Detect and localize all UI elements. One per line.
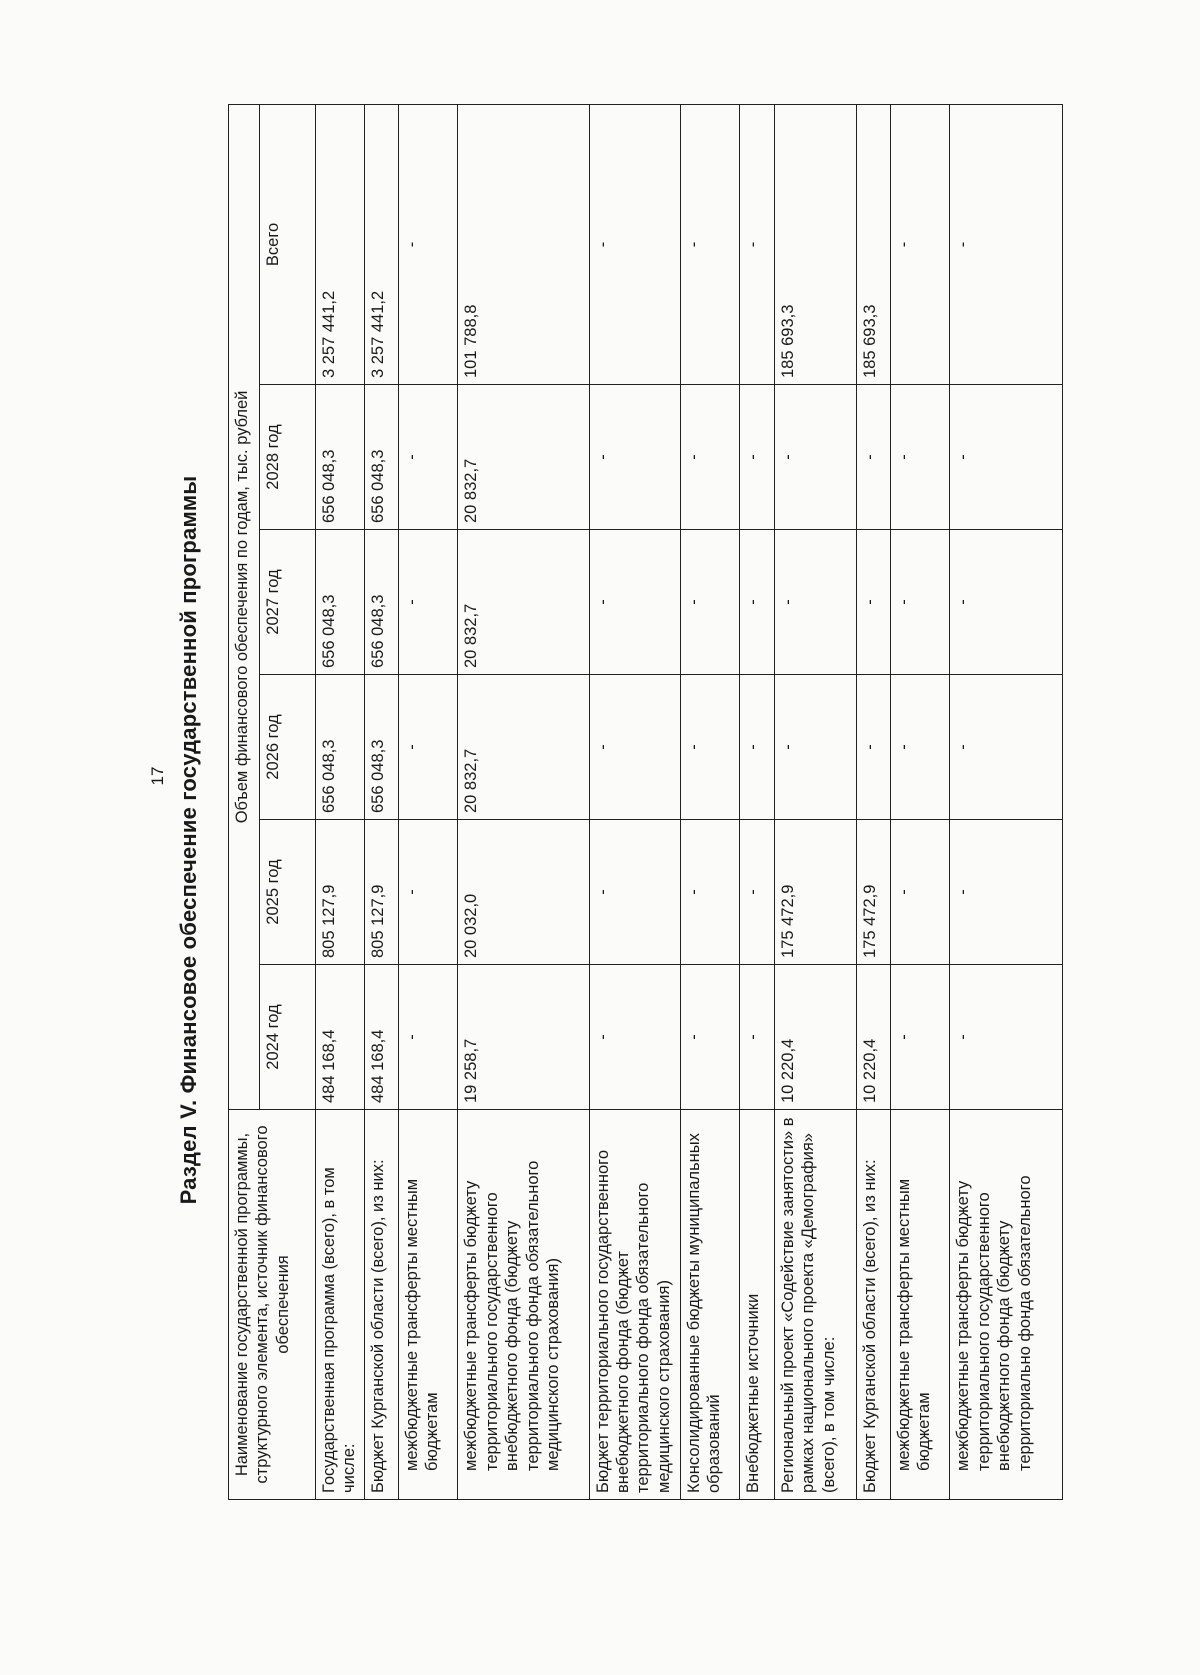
cell-total: 3 257 441,2 — [365, 104, 399, 384]
table-row — [680, 104, 739, 1499]
cell-2027: - — [398, 530, 457, 675]
financing-table — [228, 104, 1063, 1500]
cell-2025: 175 472,9 — [856, 820, 890, 965]
cell-2024: 484 168,4 — [316, 965, 365, 1110]
table-row — [589, 104, 680, 1499]
cell-2026: - — [740, 675, 775, 820]
row-name: Бюджет территориального государственного внебюджетного фонда (бюджет территориального фонда обязательного медицинского страхования) — [589, 1110, 680, 1500]
cell-2026: - — [950, 675, 1063, 820]
table-row — [950, 104, 1063, 1499]
cell-2026: 20 832,7 — [458, 675, 589, 820]
cell-2025: 805 127,9 — [316, 820, 365, 965]
cell-2025: - — [680, 820, 739, 965]
row-name: Внебюджетные источники — [740, 1110, 775, 1500]
cell-2025: 20 032,0 — [458, 820, 589, 965]
cell-2026: - — [680, 675, 739, 820]
cell-2024: - — [890, 965, 949, 1110]
cell-2027: - — [740, 530, 775, 675]
header-year-2025: 2025 год — [260, 820, 316, 965]
cell-2024: 10 220,4 — [774, 965, 856, 1110]
cell-2026: - — [398, 675, 457, 820]
cell-total: - — [398, 104, 457, 384]
cell-2024: - — [589, 965, 680, 1110]
table-row — [890, 104, 949, 1499]
cell-2028: 20 832,7 — [458, 385, 589, 530]
row-name: межбюджетные трансферты бюджету территориального государственного внебюджетного фонда (бюджету территориально фонда обязательного — [950, 1110, 1063, 1500]
cell-2024: 10 220,4 — [856, 965, 890, 1110]
cell-total: 185 693,3 — [856, 104, 890, 384]
cell-2027: - — [856, 530, 890, 675]
cell-2024: - — [740, 965, 775, 1110]
cell-2025: 175 472,9 — [774, 820, 856, 965]
cell-2025: 805 127,9 — [365, 820, 399, 965]
cell-2024: - — [950, 965, 1063, 1110]
header-year-2026: 2026 год — [260, 675, 316, 820]
cell-2025: - — [890, 820, 949, 965]
cell-total: - — [890, 104, 949, 384]
row-name: Бюджет Курганской области (всего), из них: — [365, 1110, 399, 1500]
cell-2028: - — [589, 385, 680, 530]
cell-total: - — [740, 104, 775, 384]
cell-total: 185 693,3 — [774, 104, 856, 384]
cell-2027: 656 048,3 — [316, 530, 365, 675]
cell-2028: - — [856, 385, 890, 530]
cell-2027: - — [589, 530, 680, 675]
cell-2024: - — [680, 965, 739, 1110]
table-row — [740, 104, 775, 1499]
header-total: Всего — [260, 104, 316, 384]
cell-2028: - — [950, 385, 1063, 530]
cell-total: - — [680, 104, 739, 384]
header-year-2028: 2028 год — [260, 385, 316, 530]
table-row — [774, 104, 856, 1499]
cell-2028: 656 048,3 — [365, 385, 399, 530]
row-name: межбюджетные трансферты местным бюджетам — [890, 1110, 949, 1500]
cell-2026: 656 048,3 — [365, 675, 399, 820]
row-name: Консолидированные бюджеты муниципальных образований — [680, 1110, 739, 1500]
cell-2027: 656 048,3 — [365, 530, 399, 675]
cell-2027: 20 832,7 — [458, 530, 589, 675]
row-name: межбюджетные трансферты местным бюджетам — [398, 1110, 457, 1500]
header-name: Наименование государственной программы, структурного элемента, источник финансового обеспечения — [229, 1110, 316, 1500]
table-row — [316, 104, 365, 1499]
cell-2025: - — [589, 820, 680, 965]
cell-2028: - — [398, 385, 457, 530]
cell-2028: - — [740, 385, 775, 530]
cell-2026: 656 048,3 — [316, 675, 365, 820]
row-name: Государственная программа (всего), в том числе: — [316, 1110, 365, 1500]
cell-2027: - — [774, 530, 856, 675]
cell-2026: - — [774, 675, 856, 820]
page-number: 17 — [148, 766, 167, 786]
cell-2025: - — [740, 820, 775, 965]
cell-2028: - — [680, 385, 739, 530]
header-year-2024: 2024 год — [260, 965, 316, 1110]
cell-total: - — [589, 104, 680, 384]
cell-2027: - — [950, 530, 1063, 675]
section-title: Раздел V. Финансовое обеспечение государственной программы — [176, 475, 201, 1205]
cell-2028: 656 048,3 — [316, 385, 365, 530]
cell-2024: 19 258,7 — [458, 965, 589, 1110]
header-group: Объем финансового обеспечения по годам, тыс. рублей — [229, 104, 260, 1109]
cell-2024: - — [398, 965, 457, 1110]
cell-total: - — [950, 104, 1063, 384]
cell-total: 3 257 441,2 — [316, 104, 365, 384]
table-row — [398, 104, 457, 1499]
table-row — [365, 104, 399, 1499]
cell-2027: - — [890, 530, 949, 675]
row-name: Региональный проект «Содействие занятости» в рамках национального проекта «Демография» (всего), в том числе: — [774, 1110, 856, 1500]
cell-2026: - — [856, 675, 890, 820]
row-name: Бюджет Курганской области (всего), из них: — [856, 1110, 890, 1500]
cell-2025: - — [398, 820, 457, 965]
cell-2026: - — [589, 675, 680, 820]
cell-2028: - — [774, 385, 856, 530]
row-name: межбюджетные трансферты бюджету территориального государственного внебюджетного фонда (бюджету территориального фонда обязательного медицинского страхования) — [458, 1110, 589, 1500]
table-row — [856, 104, 890, 1499]
header-year-2027: 2027 год — [260, 530, 316, 675]
cell-2026: - — [890, 675, 949, 820]
cell-2024: 484 168,4 — [365, 965, 399, 1110]
cell-2027: - — [680, 530, 739, 675]
cell-total: 101 788,8 — [458, 104, 589, 384]
cell-2025: - — [950, 820, 1063, 965]
table-row — [458, 104, 589, 1499]
cell-2028: - — [890, 385, 949, 530]
